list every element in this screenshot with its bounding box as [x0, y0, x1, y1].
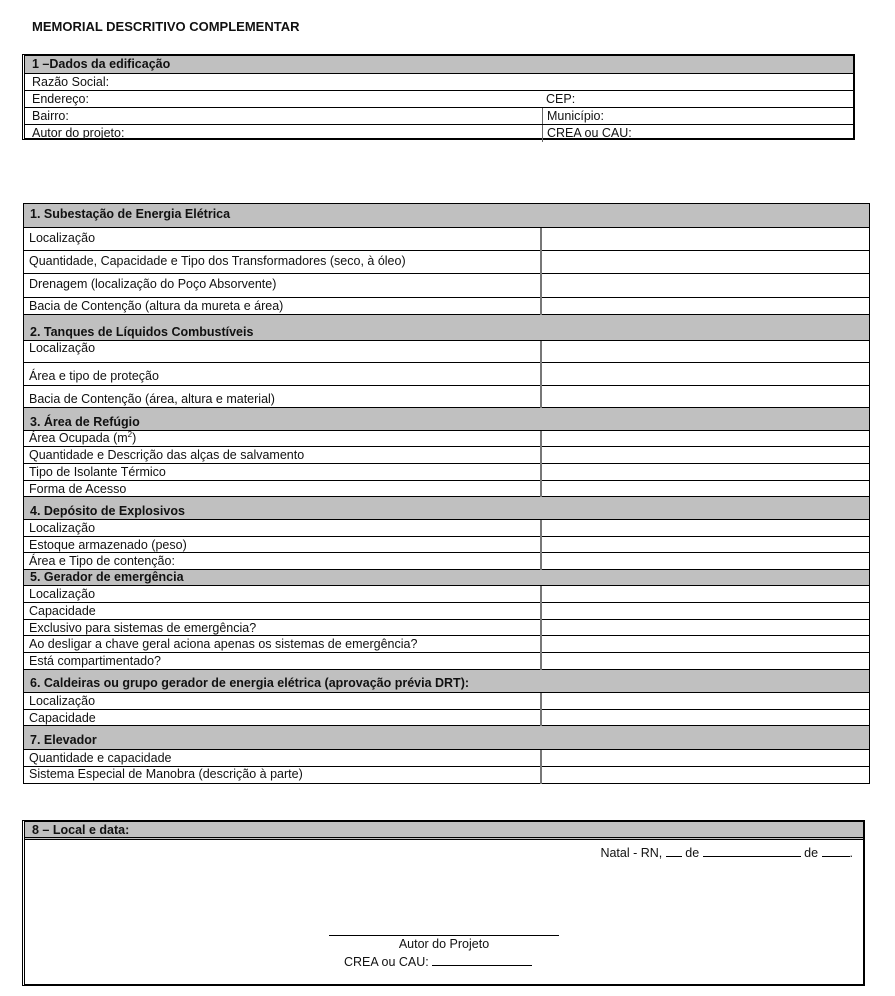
section-header-label: 5. Gerador de emergência	[30, 570, 184, 584]
value-cell[interactable]	[540, 274, 869, 298]
row-label: Capacidade	[29, 711, 96, 725]
row-label: Quantidade e Descrição das alças de salvamento	[29, 448, 305, 462]
table-row[interactable]	[24, 447, 869, 464]
row-label: Tipo de Isolante Térmico	[29, 465, 166, 479]
crea-cau-signature-line	[344, 954, 532, 969]
row-label: Bacia de Contenção (área, altura e material)	[29, 392, 275, 406]
row-label: Exclusivo para sistemas de emergência?	[29, 621, 257, 635]
signature-line[interactable]	[329, 935, 559, 936]
value-cell[interactable]	[540, 520, 869, 537]
value-cell[interactable]	[540, 710, 869, 726]
table-row[interactable]	[24, 693, 869, 710]
table-row[interactable]	[24, 274, 869, 298]
place-label: Natal - RN,	[600, 846, 663, 860]
place-date-line	[600, 845, 853, 860]
row-label: Localização	[29, 521, 96, 535]
autor-label: Autor do projeto:	[32, 126, 125, 140]
day-blank[interactable]	[666, 845, 682, 857]
municipio-label: Município:	[542, 108, 604, 124]
row-label: Estoque armazenado (peso)	[29, 538, 187, 552]
table-row[interactable]	[24, 710, 869, 726]
value-cell[interactable]	[540, 341, 869, 363]
bairro-label: Bairro:	[32, 109, 69, 123]
section-header-label: 2. Tanques de Líquidos Combustíveis	[30, 325, 254, 339]
row-label: Localização	[29, 231, 96, 245]
table-row[interactable]	[24, 553, 869, 570]
row-label: Drenagem (localização do Poço Absorvente)	[29, 277, 277, 291]
crea-cau-label: CREA ou CAU:	[344, 955, 429, 969]
row-label: Área Ocupada $(m^2)$	[29, 429, 137, 445]
document-title: MEMORIAL DESCRITIVO COMPLEMENTAR	[32, 19, 300, 34]
row-label: Sistema Especial de Manobra (descrição à parte)	[29, 767, 303, 781]
signature-box	[22, 820, 865, 986]
author-signature-label: Autor do Projeto	[398, 937, 490, 951]
section-header-label: 6. Caldeiras ou grupo gerador de energia elétrica (aprovação prévia DRT):	[30, 676, 470, 690]
row-label: Bacia de Contenção (altura da mureta e área)	[29, 299, 284, 313]
year-blank[interactable]	[822, 845, 850, 857]
section-5-header	[24, 570, 869, 586]
value-cell[interactable]	[540, 431, 869, 447]
table-row[interactable]	[24, 767, 869, 783]
razao-social-row[interactable]	[25, 74, 853, 91]
razao-social-label: Razão Social:	[32, 75, 110, 89]
section-2-header	[24, 315, 869, 341]
section-6-header	[24, 670, 869, 693]
bairro-row[interactable]	[25, 108, 853, 125]
table-row[interactable]	[24, 750, 869, 767]
period: .	[849, 846, 853, 860]
crea-cau-blank[interactable]	[432, 954, 532, 966]
value-cell[interactable]	[540, 603, 869, 620]
value-cell[interactable]	[540, 537, 869, 553]
section-header-label: 1 –Dados da edificação	[32, 57, 171, 71]
value-cell[interactable]	[540, 636, 869, 653]
value-cell[interactable]	[540, 386, 869, 408]
endereco-row[interactable]	[25, 91, 853, 108]
row-label: Localização	[29, 341, 96, 355]
section-7-header	[24, 726, 869, 750]
row-label: Área e tipo de proteção	[29, 369, 159, 383]
value-cell[interactable]	[540, 298, 869, 315]
row-label: Quantidade, Capacidade e Tipo dos Transformadores (seco, à óleo)	[29, 254, 406, 268]
endereco-label: Endereço:	[32, 92, 89, 106]
table-row[interactable]	[24, 653, 869, 670]
crea-cau-label: CREA ou CAU:	[542, 125, 632, 142]
table-row[interactable]	[24, 586, 869, 603]
section-4-header	[24, 497, 869, 520]
cep-label: CEP:	[546, 92, 576, 106]
value-cell[interactable]	[540, 693, 869, 710]
building-data-header	[25, 56, 853, 74]
value-cell[interactable]	[540, 481, 869, 497]
section-header-label: 1. Subestação de Energia Elétrica	[30, 207, 231, 221]
value-cell[interactable]	[540, 228, 869, 251]
section-3-header	[24, 408, 869, 431]
row-label: Localização	[29, 694, 96, 708]
table-row[interactable]	[24, 363, 869, 386]
autor-row[interactable]	[25, 125, 853, 142]
table-row[interactable]	[24, 298, 869, 315]
row-label: Localização	[29, 587, 96, 601]
value-cell[interactable]	[540, 586, 869, 603]
table-row[interactable]	[24, 431, 869, 447]
value-cell[interactable]	[540, 464, 869, 481]
section-header-label: 4. Depósito de Explosivos	[30, 504, 185, 518]
month-blank[interactable]	[703, 845, 801, 857]
table-row[interactable]	[24, 341, 869, 363]
building-data-table	[22, 54, 855, 140]
value-cell[interactable]	[540, 447, 869, 464]
value-cell[interactable]	[540, 767, 869, 784]
row-label: Capacidade	[29, 604, 96, 618]
row-label: Forma de Acesso	[29, 482, 127, 496]
table-row[interactable]	[24, 481, 869, 497]
signature-header: 8 – Local e data:	[25, 822, 863, 840]
table-row[interactable]	[24, 386, 869, 408]
table-row[interactable]	[24, 603, 869, 620]
table-row[interactable]	[24, 251, 869, 274]
value-cell[interactable]	[540, 553, 869, 570]
table-row[interactable]	[24, 620, 869, 636]
table-row[interactable]	[24, 228, 869, 251]
installations-table	[23, 203, 870, 784]
value-cell[interactable]	[540, 750, 869, 767]
table-row[interactable]	[24, 537, 869, 553]
table-row[interactable]	[24, 636, 869, 653]
row-label: Quantidade e capacidade	[29, 751, 172, 765]
value-cell[interactable]	[540, 653, 869, 670]
row-label: Está compartimentado?	[29, 654, 162, 668]
table-row[interactable]	[24, 464, 869, 481]
row-label: Ao desligar a chave geral aciona apenas os sistemas de emergência?	[29, 637, 418, 651]
de-label-2: de	[804, 846, 819, 860]
section-header-label: 7. Elevador	[30, 733, 97, 747]
row-label: Área e Tipo de contenção:	[29, 554, 175, 568]
section-header-label: 3. Área de Refúgio	[30, 415, 140, 429]
value-cell[interactable]	[540, 363, 869, 386]
section-1-header	[24, 204, 869, 228]
value-cell[interactable]	[540, 620, 869, 636]
value-cell[interactable]	[540, 251, 869, 274]
de-label-1: de	[685, 846, 700, 860]
table-row[interactable]	[24, 520, 869, 537]
